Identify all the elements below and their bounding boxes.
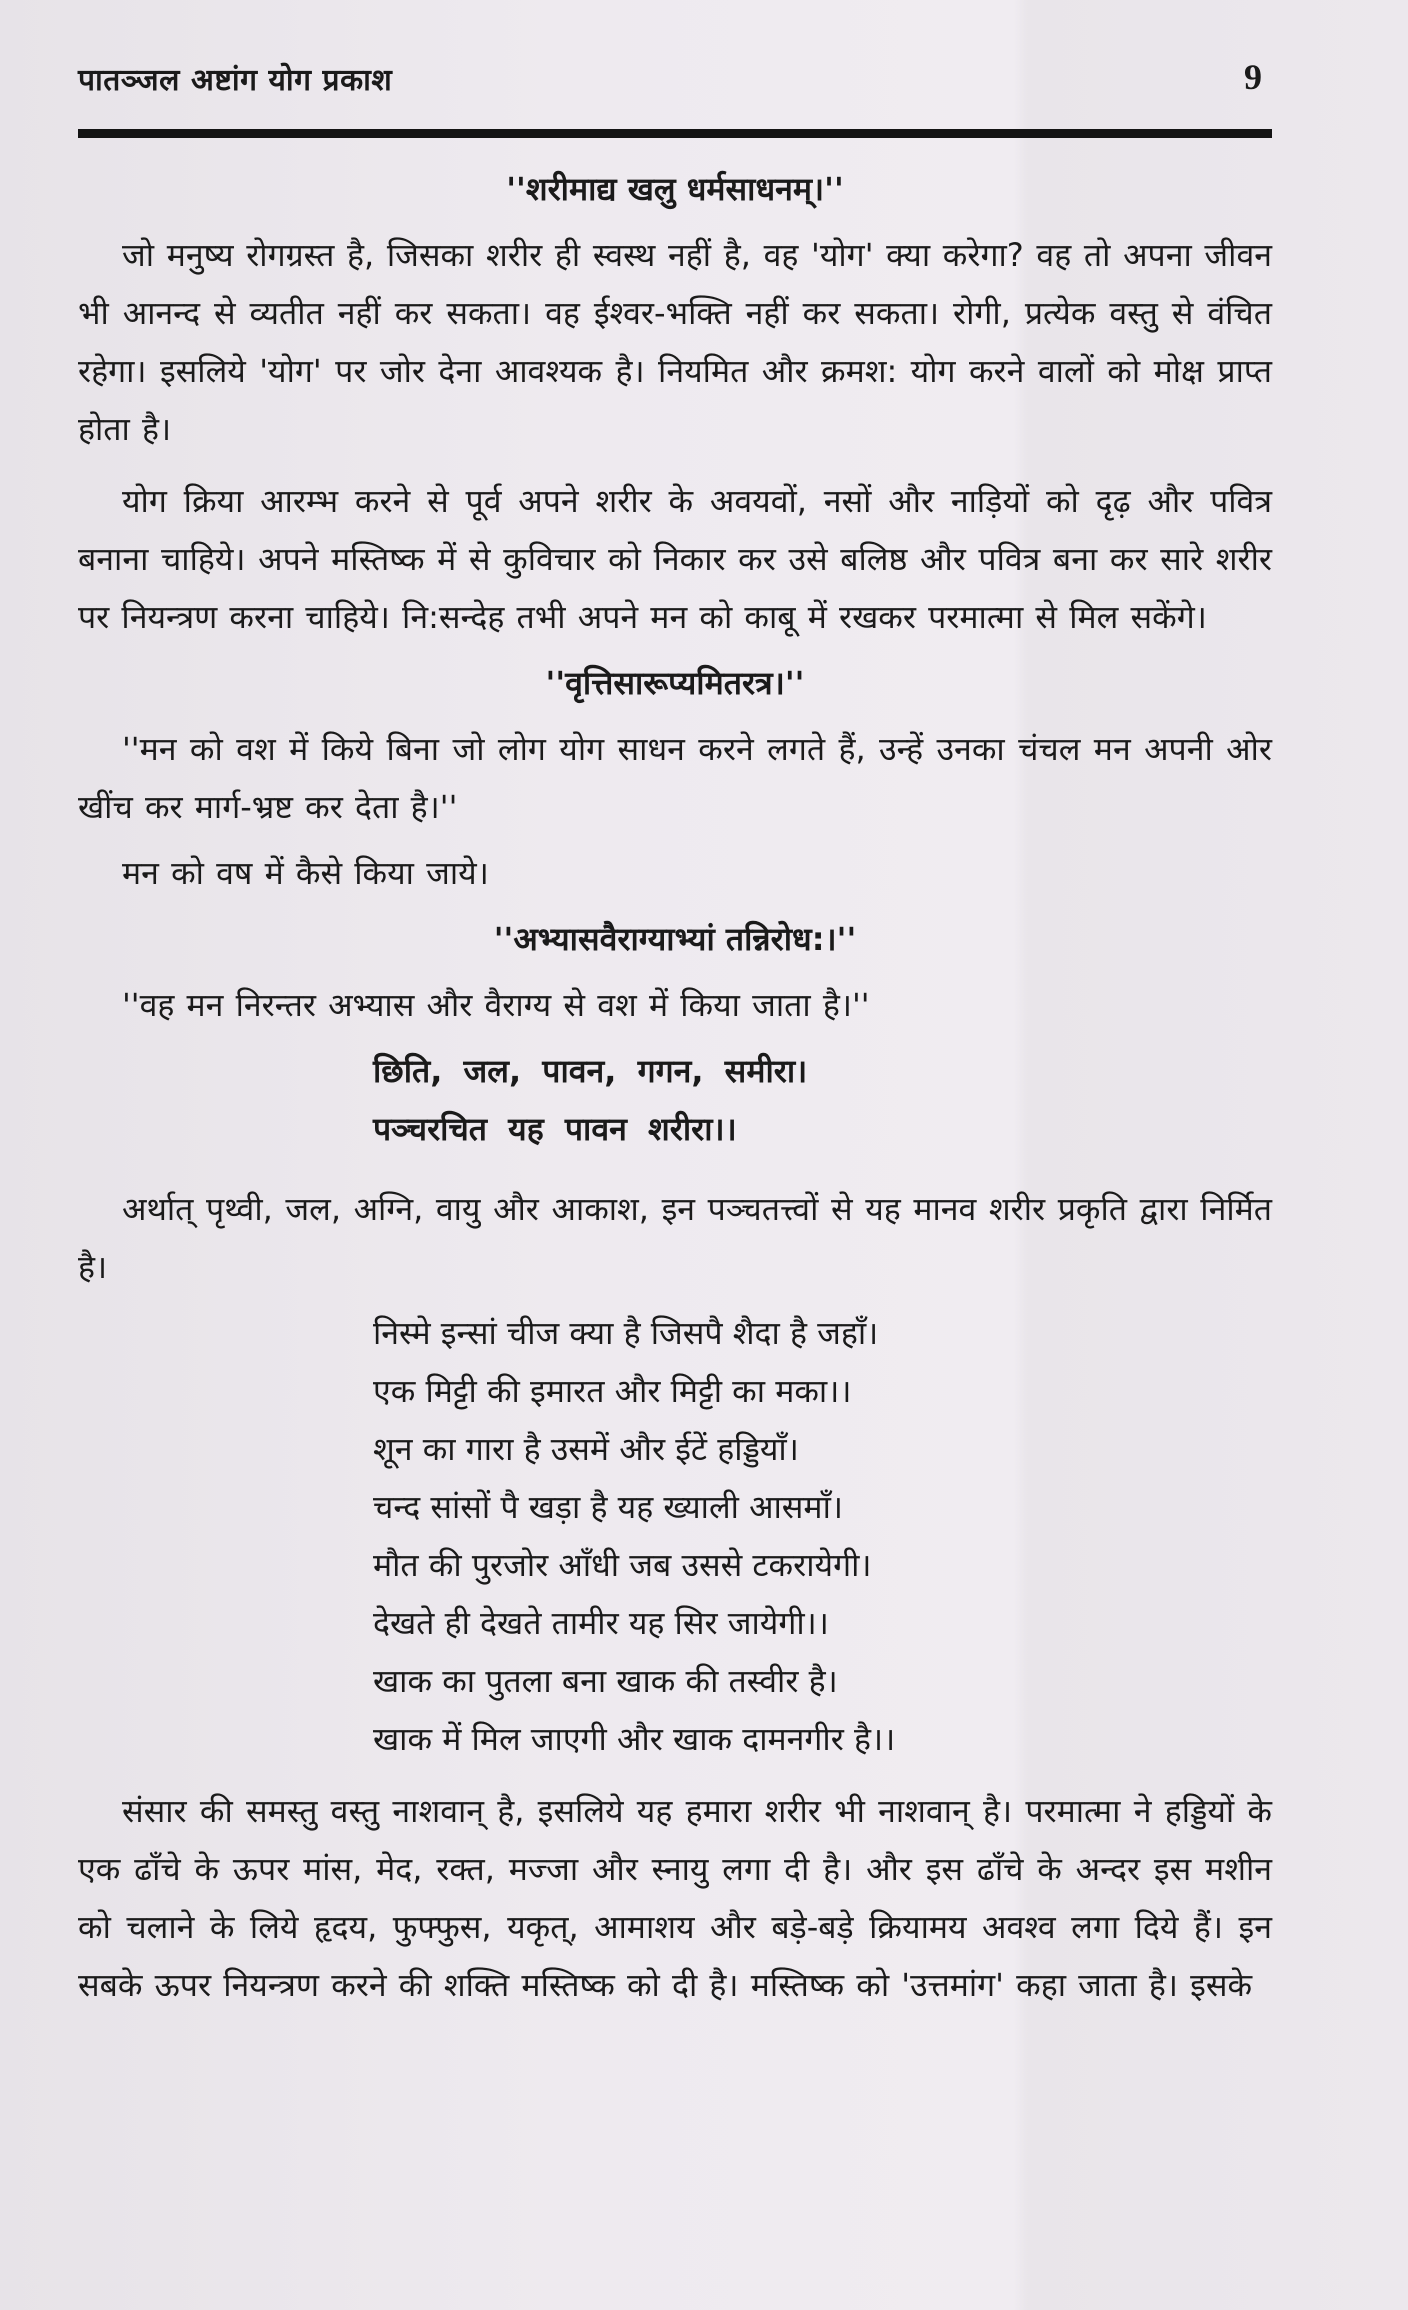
page-body	[78, 160, 1272, 2014]
poem-line: एक मिट्टी की इमारत और मिट्टी का मका।।	[373, 1372, 852, 1410]
poem-line: निस्मे इन्सां चीज क्या है जिसपै शैदा है जहाँ।	[373, 1314, 879, 1352]
poem	[373, 1304, 1272, 1768]
page-number: 9	[1244, 57, 1262, 97]
paragraph: मन को वष में कैसे किया जाये।	[122, 854, 489, 892]
poem-line: देखते ही देखते तामीर यह सिर जायेगी।।	[373, 1604, 829, 1642]
header-rule	[78, 129, 1272, 138]
sloka-heading: ''अभ्यासवैराग्याभ्यां तन्निरोध:।''	[493, 920, 857, 958]
verse-line: छिति, जल, पावन, गगन, समीरा।	[373, 1052, 808, 1090]
sloka-heading: ''वृत्तिसारूप्यमितरत्र।''	[545, 664, 805, 702]
poem-line: मौत की पुरजोर आँधी जब उससे टकरायेगी।	[373, 1546, 872, 1584]
running-header	[78, 58, 1272, 108]
quoted-paragraph: ''वह मन निरन्तर अभ्यास और वैराग्य से वश में किया जाता है।''	[122, 986, 870, 1024]
book-title: पातञ्जल अष्टांग योग प्रकाश	[78, 63, 393, 98]
poem-line: खाक का पुतला बना खाक की तस्वीर है।	[373, 1662, 838, 1700]
poem-line: शून का गारा है उसमें और ईटें हड्डियाँ।	[373, 1430, 799, 1468]
quoted-paragraph: ''मन को वश में किये बिना जो लोग योग साधन करने लगते हैं, उन्हें उनका चंचल मन अपनी ओर खींच कर मार्ग-भ्रष्ट कर देता है।''	[78, 730, 1272, 826]
paragraph: योग क्रिया आरम्भ करने से पूर्व अपने शरीर के अवयवों, नसों और नाड़ियों को दृढ़ और पवित्र बनाना चाहिये। अपने मस्तिष्क में से कुविचार को निकार कर उसे बलिष्ठ और पवित्र बना कर सारे शरीर पर नियन्त्रण करना चाहिये। नि:सन्देह तभी अपने मन को काबू में रखकर परमात्मा से मिल सकेंगे।	[78, 482, 1272, 636]
paragraph: अर्थात् पृथ्वी, जल, अग्नि, वायु और आकाश, इन पञ्चतत्त्वों से यह मानव शरीर प्रकृति द्वारा निर्मित है।	[78, 1190, 1272, 1286]
verse-line: पञ्चरचित यह पावन शरीरा।।	[373, 1110, 737, 1148]
poem-line: चन्द सांसों पै खड़ा है यह ख्याली आसमाँ।	[373, 1488, 843, 1526]
paragraph: संसार की समस्तु वस्तु नाशवान् है, इसलिये यह हमारा शरीर भी नाशवान् है। परमात्मा ने हड्डियों के एक ढाँचे के ऊपर मांस, मेद, रक्त, मज्जा और स्नायु लगा दी है। और इस ढाँचे के अन्दर इस मशीन को चलाने के लिये हृदय, फुफ्फुस, यकृत्, आमाशय और बड़े-बड़े क्रियामय अवश्व लगा दिये हैं। इन सबके ऊपर नियन्त्रण करने की शक्ति मस्तिष्क को दी है। मस्तिष्क को 'उत्तमांग' कहा जाता है। इसके	[78, 1792, 1272, 2004]
poem-line: खाक में मिल जाएगी और खाक दामनगीर है।।	[373, 1720, 896, 1758]
paragraph: जो मनुष्य रोगग्रस्त है, जिसका शरीर ही स्वस्थ नहीं है, वह 'योग' क्या करेगा? वह तो अपना जीवन भी आनन्द से व्यतीत नहीं कर सकता। वह ईश्वर-भक्ति नहीं कर सकता। रोगी, प्रत्येक वस्तु से वंचित रहेगा। इसलिये 'योग' पर जोर देना आवश्यक है। नियमित और क्रमश: योग करने वालों को मोक्ष प्राप्त होता है।	[78, 236, 1272, 448]
sloka-heading: ''शरीमाद्य खलु धर्मसाधनम्।''	[506, 170, 844, 208]
